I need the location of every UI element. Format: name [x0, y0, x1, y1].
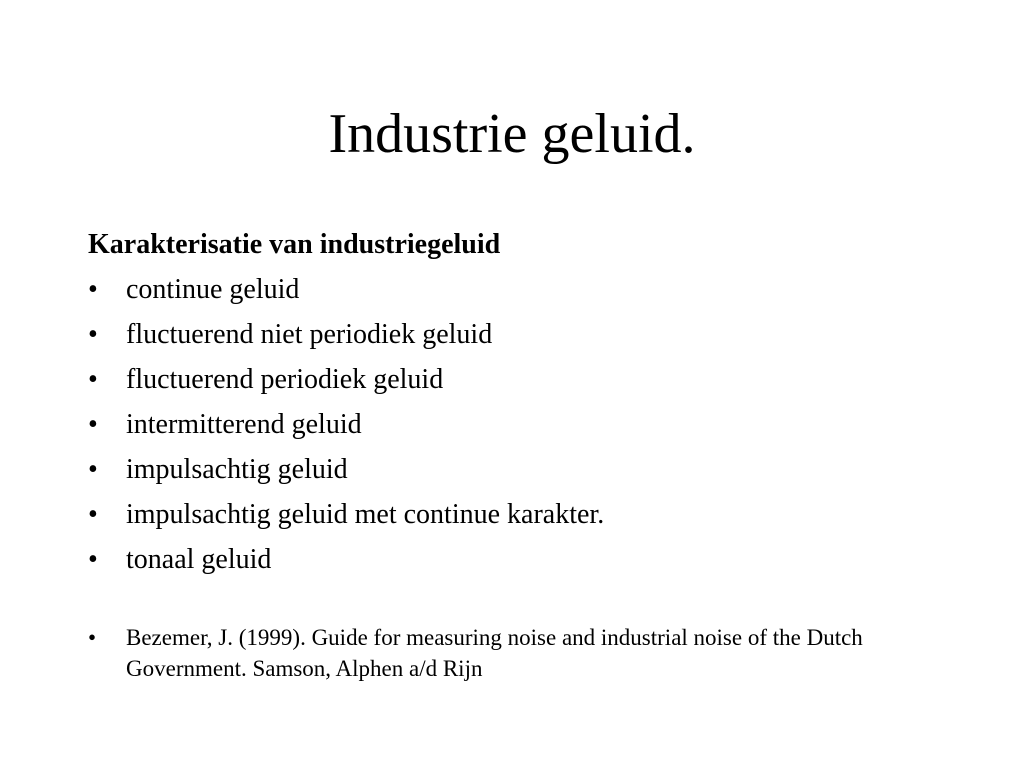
- bullet-icon: •: [88, 499, 98, 530]
- bullet-text: fluctuerend niet periodiek geluid: [126, 319, 493, 350]
- bullet-text: fluctuerend periodiek geluid: [126, 364, 444, 395]
- bullet-item: [88, 270, 948, 310]
- bullet-list: [88, 270, 948, 580]
- bullet-item: [88, 315, 948, 355]
- bullet-icon: •: [88, 409, 98, 440]
- slide-title: Industrie geluid.: [328, 103, 696, 165]
- bullet-item: [88, 360, 948, 400]
- bullet-text: impulsachtig geluid met continue karakter.: [126, 499, 605, 530]
- reference-text: Bezemer, J. (1999). Guide for measuring noise and industrial noise of the Dutch Government. Samson, Alphen a/d Rijn: [126, 625, 863, 681]
- bullet-item: [88, 450, 948, 490]
- bullet-icon: •: [88, 544, 98, 575]
- bullet-text: impulsachtig geluid: [126, 454, 348, 485]
- slide-content: [88, 225, 948, 684]
- bullet-item: [88, 405, 948, 445]
- bullet-icon: •: [88, 319, 98, 350]
- bullet-text: intermitterend geluid: [126, 409, 362, 440]
- bullet-item: [88, 495, 948, 535]
- section-heading: Karakterisatie van industriegeluid: [88, 229, 501, 260]
- bullet-text: tonaal geluid: [126, 544, 272, 575]
- bullet-icon: •: [88, 274, 98, 305]
- bullet-item: [88, 540, 948, 580]
- bullet-text: continue geluid: [126, 274, 300, 305]
- reference-citation: [88, 622, 934, 684]
- bullet-icon: •: [88, 364, 98, 395]
- bullet-icon: •: [88, 625, 97, 650]
- bullet-icon: •: [88, 454, 98, 485]
